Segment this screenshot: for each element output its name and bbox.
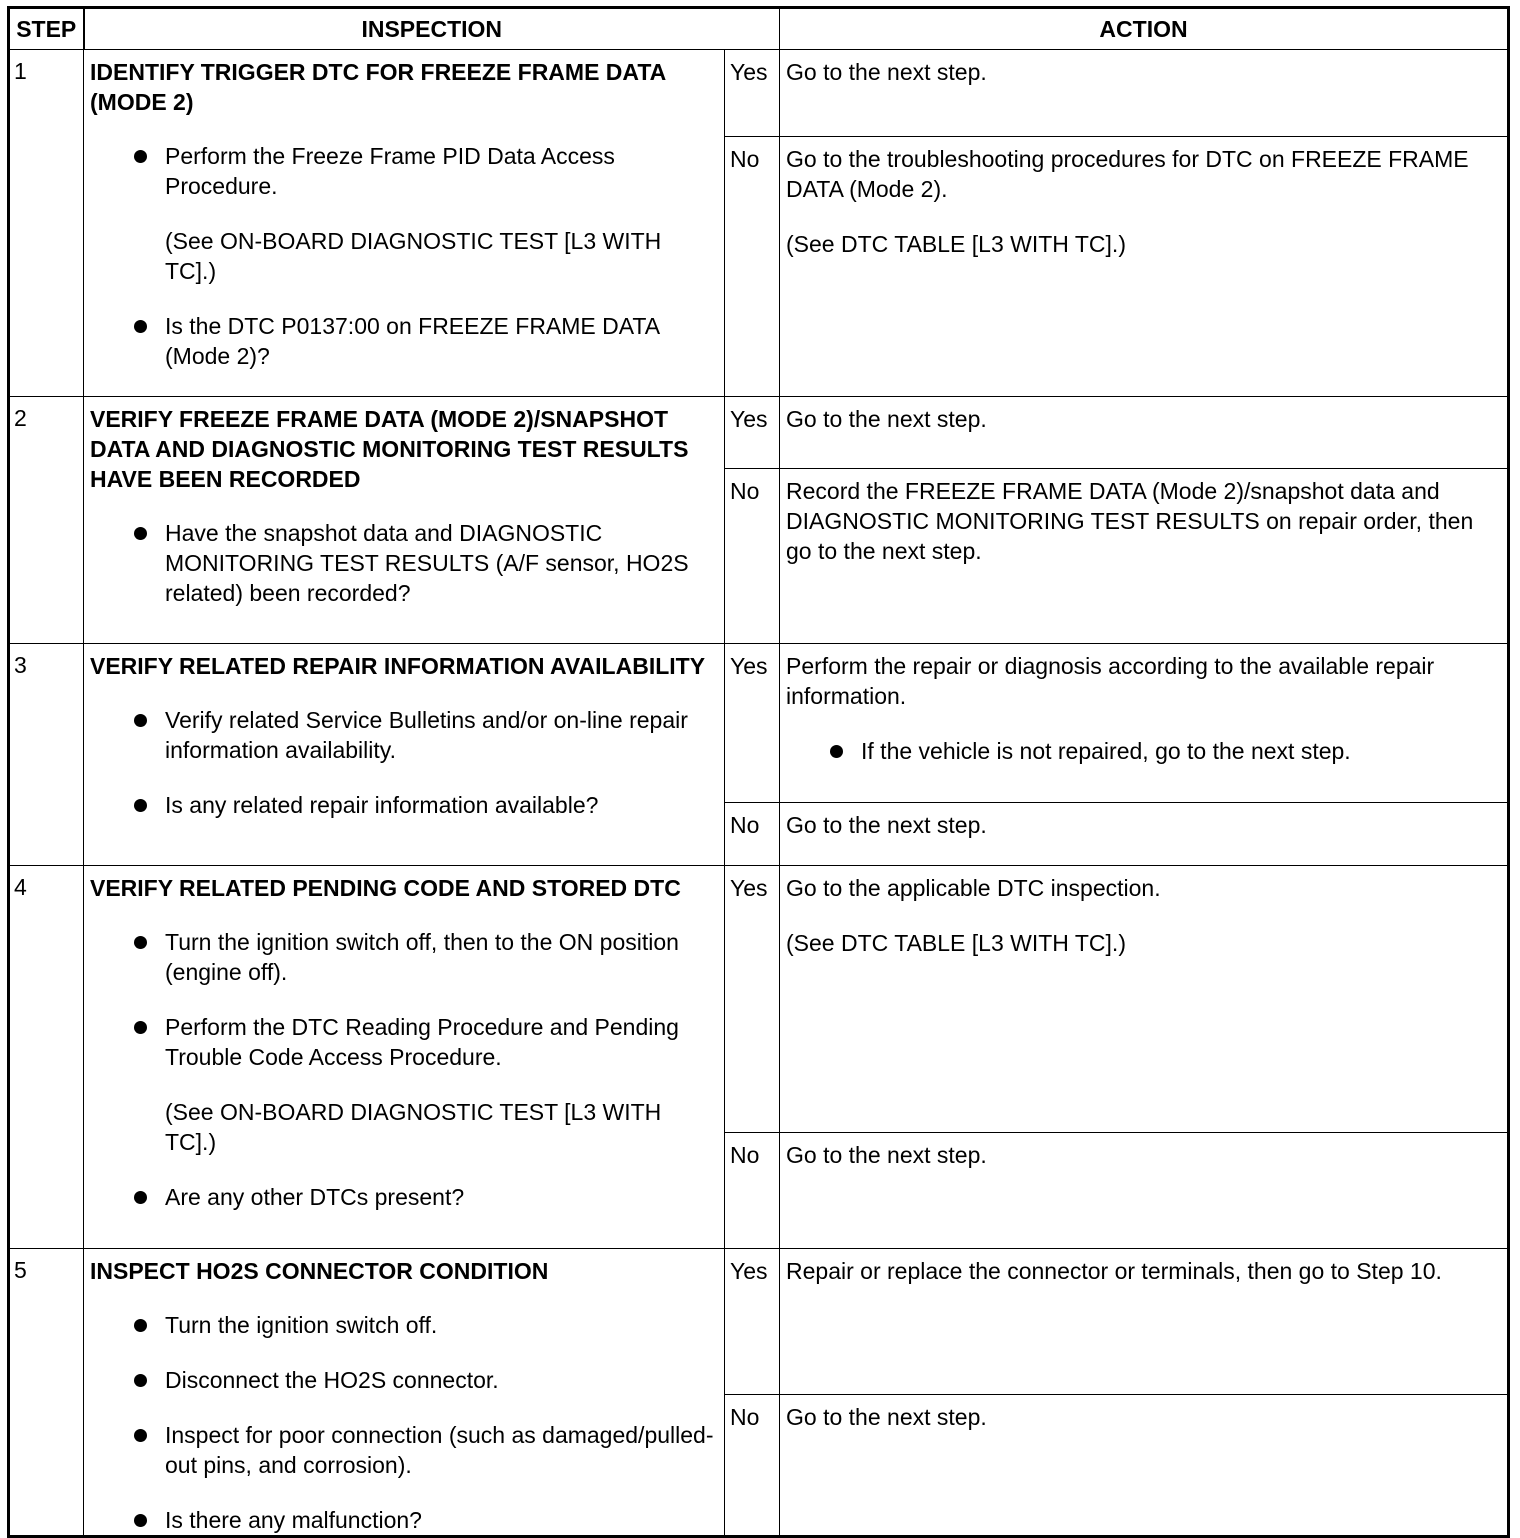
no-action bbox=[780, 136, 1509, 396]
no-label: No bbox=[725, 1395, 780, 1537]
bullet-list bbox=[90, 705, 716, 820]
bullet-item bbox=[90, 518, 716, 608]
inspection-cell bbox=[84, 1249, 725, 1537]
table-row bbox=[9, 50, 1509, 137]
bullet-item bbox=[90, 1012, 716, 1157]
action-text: Go to the next step. bbox=[786, 1142, 987, 1168]
no-label: No bbox=[725, 136, 780, 396]
step-title: VERIFY RELATED REPAIR INFORMATION AVAILABILITY bbox=[90, 653, 706, 679]
step-header: STEP bbox=[9, 8, 84, 50]
bullet-text: Is there any malfunction? bbox=[165, 1507, 422, 1533]
action-text: (See DTC TABLE [L3 WITH TC].) bbox=[786, 930, 1126, 956]
bullet-item bbox=[90, 1310, 716, 1340]
bullet-item bbox=[90, 1505, 716, 1535]
step-number: 5 bbox=[9, 1249, 84, 1537]
action-text: Record the FREEZE FRAME DATA (Mode 2)/snapshot data and DIAGNOSTIC MONITORING TEST RESULTS on repair order, then go to the next step. bbox=[786, 478, 1474, 564]
no-action bbox=[780, 1133, 1509, 1249]
bullet-list bbox=[90, 518, 716, 608]
table-row bbox=[9, 397, 1509, 469]
step-number: 2 bbox=[9, 397, 84, 644]
inspection-cell bbox=[84, 644, 725, 866]
bullet-list bbox=[90, 141, 716, 371]
bullet-item bbox=[786, 736, 1501, 766]
action-text: (See DTC TABLE [L3 WITH TC].) bbox=[786, 230, 1126, 257]
inspection-cell bbox=[84, 50, 725, 397]
yes-label: Yes bbox=[725, 50, 780, 137]
action-text: Go to the next step. bbox=[786, 406, 987, 432]
step-number: 4 bbox=[9, 866, 84, 1249]
no-action bbox=[780, 1395, 1509, 1537]
bullet-text: Have the snapshot data and DIAGNOSTIC MONITORING TEST RESULTS (A/F sensor, HO2S related) been recorded? bbox=[165, 520, 689, 606]
bullet-text: Is the DTC P0137:00 on FREEZE FRAME DATA (Mode 2)? bbox=[165, 313, 659, 369]
inspection-header: INSPECTION bbox=[84, 8, 780, 50]
bullet-text: If the vehicle is not repaired, go to the next step. bbox=[861, 738, 1351, 764]
bullet-text: Perform the Freeze Frame PID Data Access Procedure. bbox=[165, 143, 615, 199]
step-number: 3 bbox=[9, 644, 84, 866]
table-row bbox=[9, 1249, 1509, 1395]
bullet-text: Disconnect the HO2S connector. bbox=[165, 1367, 499, 1393]
action-text: Go to the next step. bbox=[786, 1404, 987, 1430]
bullet-item bbox=[90, 1182, 716, 1212]
bullet-subtext: (See ON-BOARD DIAGNOSTIC TEST [L3 WITH TC].) bbox=[165, 228, 662, 284]
bullet-item bbox=[90, 141, 716, 286]
step-title: VERIFY FREEZE FRAME DATA (MODE 2)/SNAPSHOT DATA AND DIAGNOSTIC MONITORING TEST RESULTS HAVE BEEN RECORDED bbox=[90, 406, 689, 492]
bullet-text: Inspect for poor connection (such as damaged/pulled-out pins, and corrosion). bbox=[165, 1422, 714, 1478]
no-action bbox=[780, 469, 1509, 644]
yes-label: Yes bbox=[725, 397, 780, 469]
bullet-item bbox=[90, 1420, 716, 1480]
table-row bbox=[9, 866, 1509, 1133]
action-text: Repair or replace the connector or terminals, then go to Step 10. bbox=[786, 1258, 1442, 1284]
bullet-item bbox=[90, 311, 716, 371]
action-header: ACTION bbox=[780, 8, 1509, 50]
no-label: No bbox=[725, 469, 780, 644]
diagnostic-table bbox=[7, 6, 1510, 1538]
no-label: No bbox=[725, 803, 780, 866]
step-title: VERIFY RELATED PENDING CODE AND STORED DTC bbox=[90, 875, 681, 901]
step-title: IDENTIFY TRIGGER DTC FOR FREEZE FRAME DATA (MODE 2) bbox=[90, 59, 666, 115]
bullet-text: Verify related Service Bulletins and/or on-line repair information availability. bbox=[165, 707, 688, 763]
inspection-cell bbox=[84, 866, 725, 1249]
yes-label: Yes bbox=[725, 1249, 780, 1395]
bullet-subtext: (See ON-BOARD DIAGNOSTIC TEST [L3 WITH TC].) bbox=[165, 1099, 662, 1155]
yes-action bbox=[780, 644, 1509, 803]
action-bullet-list bbox=[786, 736, 1501, 766]
bullet-text: Perform the DTC Reading Procedure and Pending Trouble Code Access Procedure. bbox=[165, 1014, 679, 1070]
bullet-text: Are any other DTCs present? bbox=[165, 1184, 465, 1210]
bullet-item bbox=[90, 1365, 716, 1395]
bullet-text: Turn the ignition switch off, then to the ON position (engine off). bbox=[165, 929, 679, 985]
action-text: Go to the next step. bbox=[786, 812, 987, 838]
no-action bbox=[780, 803, 1509, 866]
action-text: Go to the next step. bbox=[786, 59, 987, 85]
yes-action bbox=[780, 397, 1509, 469]
no-label: No bbox=[725, 1133, 780, 1249]
inspection-cell bbox=[84, 397, 725, 644]
bullet-text: Is any related repair information available? bbox=[165, 792, 599, 818]
yes-action bbox=[780, 1249, 1509, 1395]
table-row bbox=[9, 644, 1509, 803]
yes-label: Yes bbox=[725, 866, 780, 1133]
action-text: Go to the applicable DTC inspection. bbox=[786, 875, 1161, 901]
bullet-item bbox=[90, 790, 716, 820]
bullet-text: Turn the ignition switch off. bbox=[165, 1312, 438, 1338]
step-number: 1 bbox=[9, 50, 84, 397]
action-text: Go to the troubleshooting procedures for DTC on FREEZE FRAME DATA (Mode 2). bbox=[786, 145, 1469, 202]
step-title: INSPECT HO2S CONNECTOR CONDITION bbox=[90, 1258, 549, 1284]
action-text: Perform the repair or diagnosis according to the available repair information. bbox=[786, 653, 1435, 709]
bullet-item bbox=[90, 705, 716, 765]
yes-action bbox=[780, 50, 1509, 137]
bullet-list bbox=[90, 1310, 716, 1535]
yes-action bbox=[780, 866, 1509, 1133]
header-row bbox=[9, 8, 1509, 50]
yes-label: Yes bbox=[725, 644, 780, 803]
bullet-item bbox=[90, 927, 716, 987]
bullet-list bbox=[90, 927, 716, 1212]
